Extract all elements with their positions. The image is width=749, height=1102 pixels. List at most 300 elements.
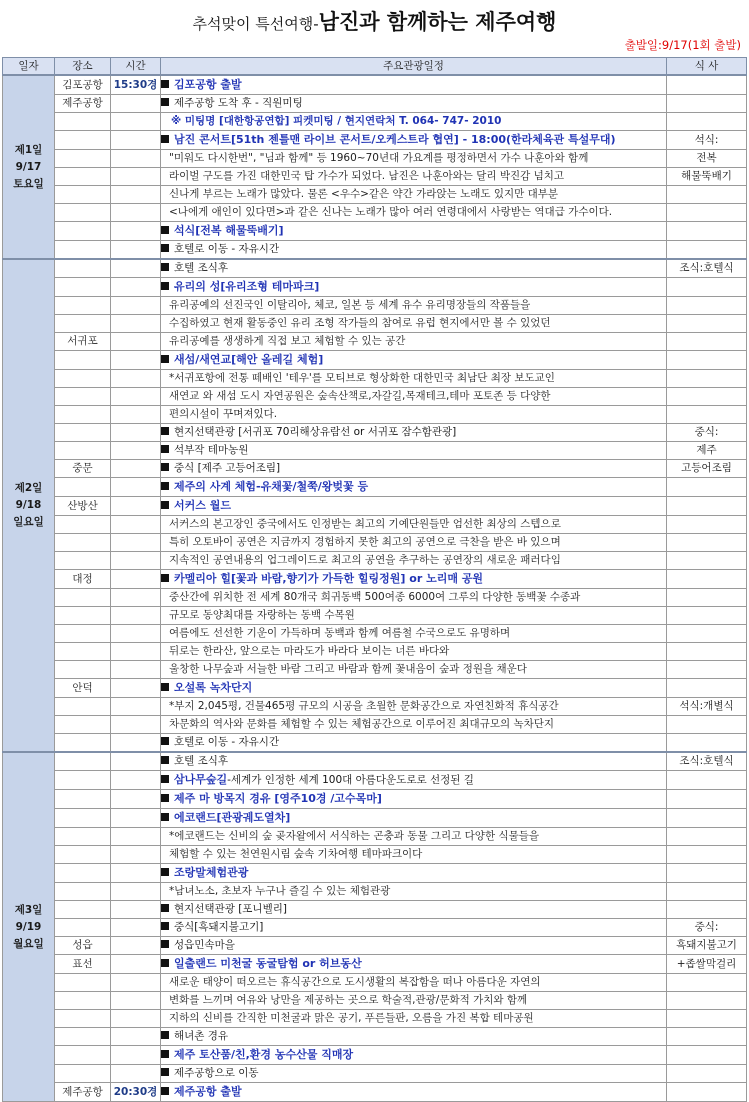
meal-cell: 석식: — [667, 131, 747, 150]
schedule-cell — [161, 370, 667, 388]
place-cell — [55, 552, 111, 570]
schedule-cell — [161, 95, 667, 113]
schedule-text: 서커스 월드 — [174, 499, 231, 512]
place-cell — [55, 241, 111, 260]
table-row — [3, 442, 747, 460]
meal-cell — [667, 204, 747, 222]
square-bullet-icon — [161, 904, 169, 912]
meal-cell — [667, 643, 747, 661]
schedule-cell — [161, 516, 667, 534]
meal-cell — [667, 716, 747, 734]
schedule-text: *부지 2,045평, 건물465평 규모의 시공을 초월한 문화공간으로 자연친화적 휴식공간 — [169, 700, 559, 712]
square-bullet-icon — [161, 355, 169, 363]
place-cell: 표선 — [55, 955, 111, 974]
time-cell — [111, 846, 161, 864]
place-cell — [55, 168, 111, 186]
place-cell — [55, 186, 111, 204]
square-bullet-icon — [161, 135, 169, 143]
table-row — [3, 1010, 747, 1028]
time-cell — [111, 955, 161, 974]
schedule-cell — [161, 625, 667, 643]
table-row — [3, 625, 747, 643]
meal-cell — [667, 974, 747, 992]
schedule-text: 일출랜드 미천굴 동굴탐험 or 허브동산 — [174, 957, 362, 970]
schedule-text: 서커스의 본고장인 중국에서도 인정받는 최고의 기예단원들만 엄선한 최상의 스텝으로 — [169, 518, 561, 530]
schedule-cell — [161, 1046, 667, 1065]
meal-cell — [667, 1046, 747, 1065]
table-row — [3, 955, 747, 974]
place-cell: 제주공항 — [55, 1083, 111, 1102]
table-row — [3, 259, 747, 278]
place-cell — [55, 259, 111, 278]
meal-cell — [667, 370, 747, 388]
time-cell — [111, 297, 161, 315]
schedule-cell — [161, 809, 667, 828]
header-place: 장소 — [55, 58, 111, 76]
place-cell — [55, 315, 111, 333]
schedule-cell — [161, 955, 667, 974]
time-cell — [111, 661, 161, 679]
time-cell — [111, 204, 161, 222]
square-bullet-icon — [161, 482, 169, 490]
day-label — [3, 75, 55, 259]
time-cell — [111, 241, 161, 260]
schedule-cell — [161, 168, 667, 186]
meal-cell — [667, 497, 747, 516]
meal-cell — [667, 75, 747, 95]
schedule-text: 수집하였고 현재 활동중인 유리 조형 작가들의 참여로 유럽 현지에서만 볼 수 있었던 — [169, 317, 551, 329]
meal-cell — [667, 1010, 747, 1028]
place-cell: 성읍 — [55, 937, 111, 955]
schedule-cell — [161, 259, 667, 278]
meal-cell: 제주 — [667, 442, 747, 460]
time-cell — [111, 150, 161, 168]
schedule-cell — [161, 919, 667, 937]
place-cell — [55, 222, 111, 241]
square-bullet-icon — [161, 775, 169, 783]
place-cell — [55, 1028, 111, 1046]
place-cell — [55, 424, 111, 442]
table-row — [3, 333, 747, 351]
schedule-cell — [161, 1028, 667, 1046]
time-cell — [111, 607, 161, 625]
square-bullet-icon — [161, 244, 169, 252]
place-cell: 김포공항 — [55, 75, 111, 95]
schedule-cell — [161, 406, 667, 424]
table-row — [3, 679, 747, 698]
table-row — [3, 752, 747, 771]
table-row — [3, 424, 747, 442]
schedule-cell — [161, 883, 667, 901]
schedule-cell — [161, 752, 667, 771]
meal-cell: 석식:개별식 — [667, 698, 747, 716]
schedule-text: 남진 콘서트[51th 젠틀맨 라이브 콘서트/오케스트라 협연] - 18:00(한라체육관 특설무대) — [174, 133, 616, 146]
title-prefix: 추석맞이 특선여행- — [192, 15, 319, 33]
square-bullet-icon — [161, 463, 169, 471]
schedule-cell — [161, 790, 667, 809]
schedule-cell — [161, 460, 667, 478]
place-cell — [55, 698, 111, 716]
place-cell — [55, 883, 111, 901]
time-cell — [111, 442, 161, 460]
table-row — [3, 534, 747, 552]
schedule-text: 제주 토산품/친,환경 농수산물 직매장 — [174, 1048, 354, 1061]
square-bullet-icon — [161, 427, 169, 435]
day-label-line: 토요일 — [13, 177, 44, 190]
place-cell — [55, 204, 111, 222]
schedule-cell — [161, 974, 667, 992]
place-cell — [55, 406, 111, 424]
day-label-line: 9/18 — [15, 499, 42, 511]
meal-cell — [667, 790, 747, 809]
table-row — [3, 406, 747, 424]
place-cell — [55, 974, 111, 992]
schedule-text: 체험할 수 있는 천연원시림 숲속 기차여행 테마파크이다 — [169, 848, 423, 860]
schedule-cell — [161, 186, 667, 204]
place-cell — [55, 1010, 111, 1028]
schedule-cell — [161, 864, 667, 883]
meal-cell — [667, 625, 747, 643]
day-label-line: 9/19 — [15, 920, 42, 933]
square-bullet-icon — [161, 683, 169, 691]
schedule-text: 라이벌 구도를 가진 대한민국 탑 가수가 되었다. 남진은 나훈아와는 달리 박진감 넘치고 — [169, 170, 565, 182]
meal-cell — [667, 552, 747, 570]
square-bullet-icon — [161, 1031, 169, 1039]
schedule-text: 에코랜드[관광궤도열차] — [174, 811, 291, 824]
place-cell — [55, 846, 111, 864]
place-cell — [55, 790, 111, 809]
schedule-text: 여름에도 선선한 기운이 가득하며 동백과 함께 여름철 수국으로도 유명하며 — [169, 627, 511, 639]
place-cell — [55, 388, 111, 406]
place-cell — [55, 919, 111, 937]
place-cell — [55, 864, 111, 883]
schedule-text: 제주공항 출발 — [174, 1085, 242, 1098]
day-label — [3, 752, 55, 1102]
schedule-cell — [161, 497, 667, 516]
place-cell — [55, 992, 111, 1010]
square-bullet-icon — [161, 445, 169, 453]
table-row — [3, 1028, 747, 1046]
square-bullet-icon — [161, 501, 169, 509]
time-cell — [111, 790, 161, 809]
schedule-text-suffix: -세계가 인정한 세계 100대 아름다운도로로 선정된 길 — [227, 774, 474, 786]
time-cell — [111, 534, 161, 552]
schedule-text: *에코랜드는 신비의 숲 곶자왈에서 서식하는 곤충과 동물 그리고 다양한 식물들을 — [169, 830, 540, 842]
time-cell — [111, 168, 161, 186]
schedule-text: 제주 마 방목지 경유 [영주10경 /고수목마] — [174, 792, 382, 805]
place-cell — [55, 150, 111, 168]
meal-cell — [667, 351, 747, 370]
schedule-text: 지하의 신비를 간직한 미천굴과 맑은 공기, 푸른들판, 오름을 가진 복합 테마공원 — [169, 1012, 534, 1024]
table-row — [3, 698, 747, 716]
place-cell — [55, 589, 111, 607]
meal-cell: 중식: — [667, 919, 747, 937]
meal-cell: 조식:호텔식 — [667, 259, 747, 278]
meal-cell — [667, 186, 747, 204]
schedule-text: 제주의 사계 체험-유채꽃/철쭉/왕벚꽃 등 — [174, 480, 369, 493]
meal-cell — [667, 1065, 747, 1083]
meal-cell — [667, 478, 747, 497]
time-cell — [111, 478, 161, 497]
schedule-cell — [161, 679, 667, 698]
time-cell — [111, 222, 161, 241]
place-cell: 대정 — [55, 570, 111, 589]
schedule-text: 호텔로 이동 - 자유시간 — [174, 243, 280, 255]
time-cell — [111, 992, 161, 1010]
time-cell: 20:30경 — [111, 1083, 161, 1102]
table-row — [3, 516, 747, 534]
table-row — [3, 278, 747, 297]
meal-cell: 조식:호텔식 — [667, 752, 747, 771]
schedule-text: 제주공항 도착 후 - 직원미팅 — [174, 97, 303, 109]
time-cell — [111, 901, 161, 919]
schedule-cell — [161, 150, 667, 168]
table-row — [3, 186, 747, 204]
time-cell — [111, 113, 161, 131]
table-row — [3, 370, 747, 388]
place-cell — [55, 625, 111, 643]
table-row — [3, 478, 747, 497]
schedule-cell — [161, 828, 667, 846]
table-row — [3, 1046, 747, 1065]
schedule-text: 유리공예를 생생하게 직접 보고 체험할 수 있는 공간 — [169, 335, 406, 347]
table-row — [3, 828, 747, 846]
place-cell — [55, 516, 111, 534]
meal-cell — [667, 113, 747, 131]
square-bullet-icon — [161, 756, 169, 764]
place-cell — [55, 297, 111, 315]
meal-cell — [667, 589, 747, 607]
place-cell: 중문 — [55, 460, 111, 478]
meal-cell — [667, 1083, 747, 1102]
schedule-text: 규모로 동양최대를 자랑하는 동백 수목원 — [169, 609, 355, 621]
meal-cell — [667, 992, 747, 1010]
table-row — [3, 388, 747, 406]
day-label-line: 제3일 — [14, 903, 43, 916]
table-row — [3, 75, 747, 95]
square-bullet-icon — [161, 1050, 169, 1058]
meal-cell — [667, 846, 747, 864]
meal-cell — [667, 534, 747, 552]
schedule-text: 새섬/새연교[해안 올레길 체험] — [174, 353, 324, 366]
schedule-cell — [161, 661, 667, 679]
meal-cell: 전복 — [667, 150, 747, 168]
table-row — [3, 552, 747, 570]
table-row — [3, 883, 747, 901]
place-cell — [55, 771, 111, 790]
table-row — [3, 222, 747, 241]
schedule-text: 카멜리아 힐[꽃과 바람,향기가 가득한 힐링정원] or 노리매 공원 — [174, 572, 484, 585]
meal-cell — [667, 570, 747, 589]
time-cell — [111, 771, 161, 790]
schedule-cell — [161, 589, 667, 607]
place-cell — [55, 901, 111, 919]
schedule-cell — [161, 442, 667, 460]
schedule-cell — [161, 1083, 667, 1102]
table-row — [3, 1083, 747, 1102]
schedule-text: 신나게 부르는 노래가 많았다. 물론 <우수>같은 약간 가라앉는 노래도 있지만 대부분 — [169, 188, 559, 200]
schedule-cell — [161, 351, 667, 370]
schedule-text: 중산간에 위치한 전 세계 80개국 희귀동백 500여종 6000여 그루의 다양한 동백꽃 수종과 — [169, 591, 581, 603]
table-row — [3, 168, 747, 186]
schedule-cell — [161, 771, 667, 790]
schedule-cell — [161, 607, 667, 625]
time-cell — [111, 809, 161, 828]
schedule-cell — [161, 333, 667, 351]
schedule-text: 유리공예의 선진국인 이탈리아, 체코, 일본 등 세계 유수 유리명장들의 작품들을 — [169, 299, 531, 311]
meal-cell — [667, 809, 747, 828]
place-cell — [55, 607, 111, 625]
time-cell — [111, 370, 161, 388]
meal-cell — [667, 95, 747, 113]
schedule-cell — [161, 278, 667, 297]
time-cell — [111, 131, 161, 150]
meal-cell: 흑돼지불고기 — [667, 937, 747, 955]
time-cell — [111, 698, 161, 716]
table-row — [3, 864, 747, 883]
schedule-text: 호텔 조식후 — [174, 755, 229, 767]
meal-cell — [667, 297, 747, 315]
time-cell — [111, 333, 161, 351]
table-row — [3, 716, 747, 734]
time-cell — [111, 259, 161, 278]
time-cell — [111, 388, 161, 406]
schedule-text: 중식 [제주 고등어조림] — [174, 462, 281, 474]
schedule-cell — [161, 937, 667, 955]
table-row — [3, 771, 747, 790]
meal-cell — [667, 333, 747, 351]
time-cell — [111, 1028, 161, 1046]
schedule-cell — [161, 478, 667, 497]
time-cell — [111, 919, 161, 937]
time-cell — [111, 460, 161, 478]
table-row — [3, 643, 747, 661]
schedule-cell — [161, 1065, 667, 1083]
schedule-cell — [161, 534, 667, 552]
time-cell — [111, 1010, 161, 1028]
table-row — [3, 131, 747, 150]
schedule-body — [3, 75, 747, 1102]
table-row — [3, 992, 747, 1010]
meal-cell — [667, 771, 747, 790]
table-row — [3, 497, 747, 516]
square-bullet-icon — [161, 868, 169, 876]
table-row — [3, 661, 747, 679]
table-row — [3, 589, 747, 607]
square-bullet-icon — [161, 940, 169, 948]
schedule-cell — [161, 1010, 667, 1028]
place-cell — [55, 278, 111, 297]
place-cell — [55, 131, 111, 150]
schedule-text: 변화를 느끼며 여유와 낭만을 제공하는 곳으로 학술적,관광/문화적 가치와 함께 — [169, 994, 528, 1006]
schedule-text: 삼나무숲길 — [174, 773, 228, 786]
time-cell — [111, 974, 161, 992]
meal-cell — [667, 901, 747, 919]
place-cell — [55, 752, 111, 771]
departure-date: 출발일:9/17(1회 출발) — [624, 38, 741, 52]
header-day: 일자 — [3, 58, 55, 76]
schedule-text: 해녀촌 경유 — [174, 1030, 229, 1042]
time-cell — [111, 497, 161, 516]
square-bullet-icon — [161, 80, 169, 88]
time-cell — [111, 937, 161, 955]
table-row — [3, 241, 747, 260]
time-cell — [111, 643, 161, 661]
schedule-cell — [161, 297, 667, 315]
place-cell — [55, 809, 111, 828]
time-cell — [111, 883, 161, 901]
time-cell — [111, 278, 161, 297]
time-cell: 15:30경 — [111, 75, 161, 95]
square-bullet-icon — [161, 282, 169, 290]
schedule-cell — [161, 388, 667, 406]
time-cell — [111, 716, 161, 734]
time-cell — [111, 679, 161, 698]
schedule-text: 오설록 녹차단지 — [174, 681, 253, 694]
schedule-text: 성읍민속마을 — [174, 939, 235, 951]
place-cell — [55, 716, 111, 734]
schedule-text: <나에게 애인이 있다면>과 같은 신나는 노래가 많아 여러 연령대에서 사랑받는 역대급 가수이다. — [169, 206, 613, 218]
table-row — [3, 95, 747, 113]
meal-cell — [667, 278, 747, 297]
schedule-text: 석식[전복 해물뚝배기] — [174, 224, 284, 237]
schedule-text: 특히 오토바이 공연은 지금까지 경험하지 못한 최고의 공연으로 극찬을 받은 바 있으며 — [169, 536, 561, 548]
table-row — [3, 150, 747, 168]
place-cell — [55, 734, 111, 753]
schedule-cell — [161, 222, 667, 241]
time-cell — [111, 752, 161, 771]
table-row — [3, 315, 747, 333]
schedule-cell — [161, 204, 667, 222]
place-cell — [55, 534, 111, 552]
table-row — [3, 204, 747, 222]
meal-cell: 고등어조림 — [667, 460, 747, 478]
meal-cell — [667, 661, 747, 679]
schedule-text: 뒤로는 한라산, 앞으로는 마라도가 바라다 보이는 너른 바다와 — [169, 645, 450, 657]
place-cell: 제주공항 — [55, 95, 111, 113]
table-row — [3, 937, 747, 955]
table-row — [3, 1065, 747, 1083]
meal-cell — [667, 679, 747, 698]
time-cell — [111, 589, 161, 607]
time-cell — [111, 625, 161, 643]
table-row — [3, 734, 747, 753]
title-main: 남진과 함께하는 제주여행 — [318, 10, 557, 34]
time-cell — [111, 734, 161, 753]
schedule-text: 새로운 태양이 떠오르는 휴식공간으로 도시생활의 복잡함을 떠나 아름다운 자연의 — [169, 976, 541, 988]
schedule-text: 현지선택관광 [서귀포 70리해상유람선 or 서귀포 잠수함관광] — [174, 426, 457, 438]
square-bullet-icon — [161, 959, 169, 967]
place-cell — [55, 478, 111, 497]
schedule-cell — [161, 992, 667, 1010]
schedule-text: 호텔 조식후 — [174, 262, 229, 274]
schedule-text: 석부작 테마농원 — [174, 444, 249, 456]
meal-cell — [667, 516, 747, 534]
schedule-text: 현지선택관광 [포니벨리] — [174, 903, 287, 915]
square-bullet-icon — [161, 813, 169, 821]
meal-cell: 중식: — [667, 424, 747, 442]
square-bullet-icon — [161, 1087, 169, 1095]
meal-cell — [667, 883, 747, 901]
schedule-text: 유리의 성[유리조형 테마파크] — [174, 280, 320, 293]
place-cell — [55, 351, 111, 370]
meal-cell — [667, 315, 747, 333]
header-schedule: 주요관광일정 — [161, 58, 667, 76]
day-label-line: 제2일 — [14, 482, 43, 494]
time-cell — [111, 828, 161, 846]
time-cell — [111, 864, 161, 883]
header-time: 시간 — [111, 58, 161, 76]
